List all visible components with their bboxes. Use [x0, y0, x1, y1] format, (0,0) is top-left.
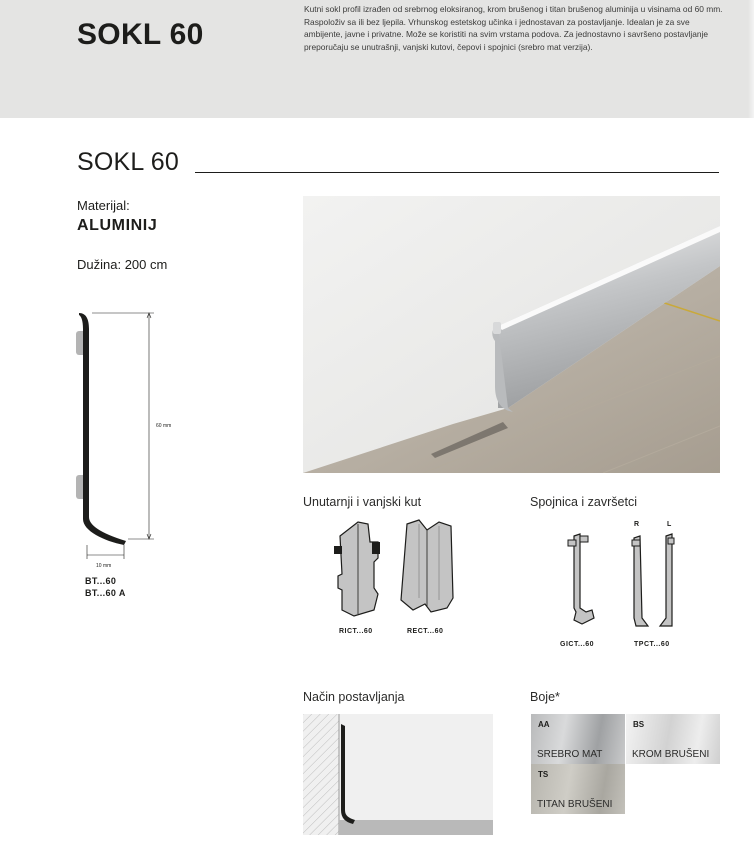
header-description: Kutni sokl profil izrađen od srebrnog eloksiranog, krom brušenog i titan brušenog aluminija u visinama od 60 mm. Raspoloživ sa ili bez ljepila. Vrhunskog estetskog učinka i jednostavan za postavljanje. Idealan je za sve ambijente, javne i privatne. Može se koristiti na svim vrstama podova. Za jednostavno i savršeno postavljanje preporučaju se unutrašnji, vanjski kutovi, čepovi i spojnici (srebro mat verzija). — [304, 4, 723, 52]
swatch-code: AA — [538, 720, 550, 729]
installation-caption: Način postavljanja — [303, 690, 405, 704]
outer-corner-drawing — [399, 518, 459, 616]
section-rule — [195, 172, 719, 173]
dimension-lines — [87, 313, 154, 559]
part-code: RICT...60 — [339, 628, 373, 635]
length-text: Dužina: 200 cm — [77, 257, 168, 272]
part-code: TPCT...60 — [634, 641, 670, 648]
swatch-code: BS — [633, 720, 645, 729]
profile-shape — [79, 313, 126, 545]
color-swatch-bs — [626, 714, 720, 764]
part-code: RECT...60 — [407, 628, 444, 635]
connectors-caption: Spojnica i završetci — [530, 495, 637, 509]
connector-drawing — [562, 532, 598, 632]
swatch-name: TITAN BRUŠENI — [537, 799, 613, 810]
corners-caption: Unutarnji i vanjski kut — [303, 495, 422, 509]
swatch-code: TS — [538, 770, 549, 779]
dimension-height-label: 60 mm — [156, 423, 172, 429]
part-code: GICT...60 — [560, 641, 595, 648]
dimension-width-label: 10 mm — [96, 563, 112, 569]
swatch-name: SREBRO MAT — [537, 749, 603, 760]
inner-corner-drawing — [334, 518, 386, 620]
side-label-right: R — [634, 521, 640, 528]
section-title: SOKL 60 — [77, 148, 179, 176]
profile-code: BT...60 A — [85, 588, 126, 599]
profile-drawing — [70, 305, 190, 575]
color-swatch-ts — [531, 764, 625, 814]
color-swatch-aa — [531, 714, 625, 764]
header-fold — [748, 0, 754, 118]
profile-code: BT...60 — [85, 576, 117, 586]
side-label-left: L — [667, 521, 672, 528]
material-value: ALUMINIJ — [77, 217, 158, 234]
end-caps-drawing — [628, 530, 680, 632]
material-label: Materijal: — [77, 198, 130, 213]
installation-drawing — [303, 714, 493, 835]
header-title: SOKL 60 — [77, 18, 204, 51]
product-photo — [303, 196, 720, 473]
profile-code-list — [85, 575, 126, 599]
colors-caption: Boje* — [530, 690, 560, 704]
swatch-name: KROM BRUŠENI — [632, 749, 710, 760]
header-band — [0, 0, 754, 118]
